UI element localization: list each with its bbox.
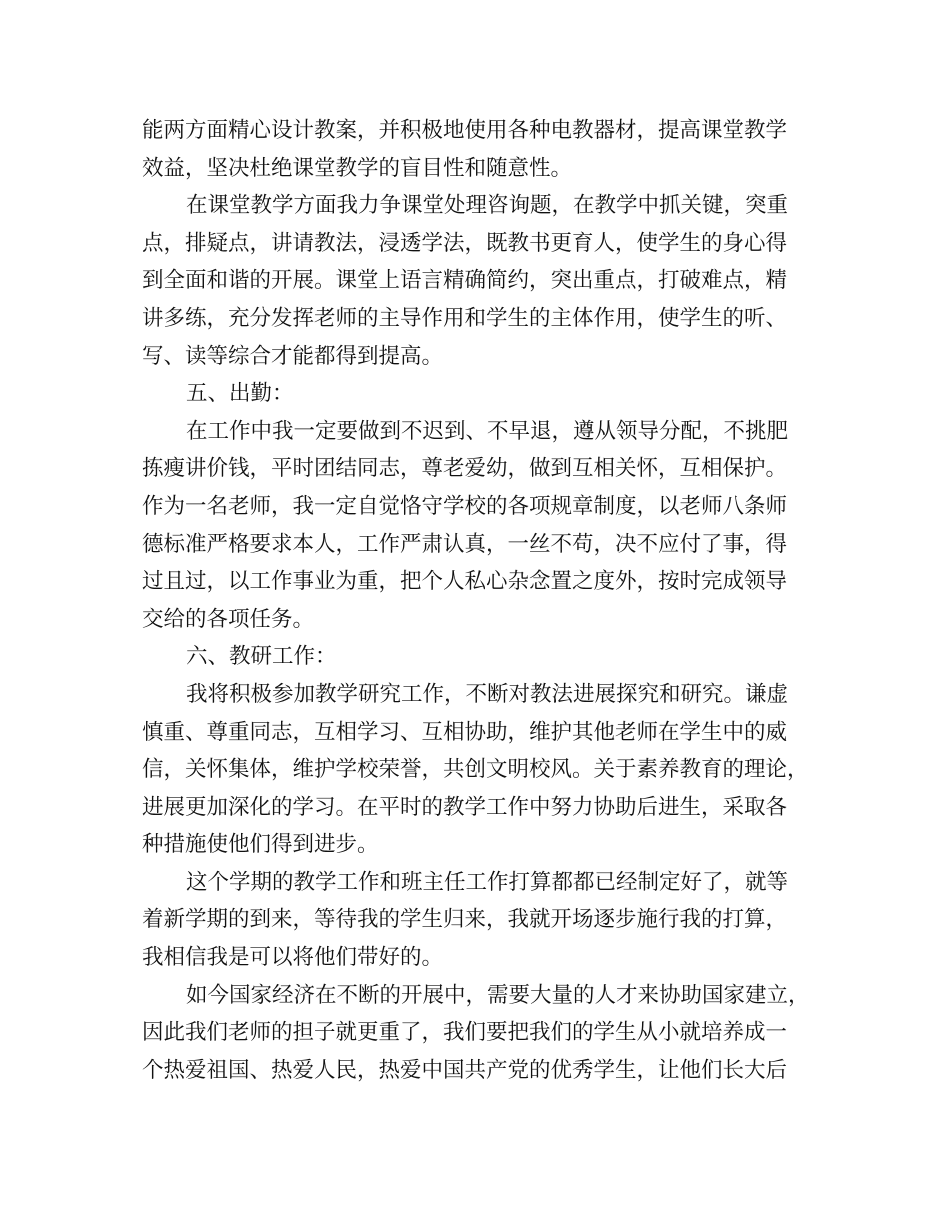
- text-line: 进展更加深化的学习。在平时的教学工作中努力协助后进生，采取各: [142, 794, 788, 820]
- text-line: 讲多练，充分发挥老师的主导作用和学生的主体作用，使学生的听、: [142, 305, 788, 331]
- document-body: [142, 112, 832, 1089]
- text-line: 如今国家经济在不断的开展中，需要大量的人才来协助国家建立，: [186, 982, 810, 1008]
- text-line: 作为一名老师，我一定自觉恪守学校的各项规章制度，以老师八条师: [142, 493, 788, 519]
- text-line: 六、教研工作：: [186, 644, 337, 670]
- text-line: 交给的各项任务。: [142, 606, 315, 632]
- text-line: 着新学期的到来，等待我的学生归来，我就开场逐步施行我的打算，: [142, 907, 788, 933]
- text-line: 种措施使他们得到进步。: [142, 832, 379, 858]
- text-line: 五、出勤：: [186, 381, 294, 407]
- text-line: 拣瘦讲价钱，平时团结同志，尊老爱幼，做到互相关怀，互相保护。: [142, 456, 788, 482]
- text-line: 到全面和谐的开展。课堂上语言精确简约，突出重点，打破难点，精: [142, 268, 788, 294]
- text-line: 效益，坚决杜绝课堂教学的盲目性和随意性。: [142, 155, 573, 181]
- text-line: 点，排疑点，讲请教法，浸透学法，既教书更育人，使学生的身心得: [142, 230, 788, 256]
- text-line: 在工作中我一定要做到不迟到、不早退，遵从领导分配，不挑肥: [186, 418, 789, 444]
- text-line: 德标准严格要求本人，工作严肃认真，一丝不苟，决不应付了事，得: [142, 531, 788, 557]
- text-line: 信，关怀集体，维护学校荣誉，共创文明校风。关于素养教育的理论，: [142, 757, 809, 783]
- text-line: 因此我们老师的担子就更重了，我们要把我们的学生从小就培养成一: [142, 1020, 788, 1046]
- text-line: 写、读等综合才能都得到提高。: [142, 343, 444, 369]
- text-line: 我相信我是可以将他们带好的。: [142, 945, 444, 971]
- text-line: 我将积极参加教学研究工作，不断对教法进展探究和研究。谦虚: [186, 681, 789, 707]
- text-line: 个热爱祖国、热爱人民，热爱中国共产党的优秀学生，让他们长大后: [142, 1057, 788, 1083]
- text-line: 这个学期的教学工作和班主任工作打算都都已经制定好了，就等: [186, 869, 789, 895]
- text-line: 过且过，以工作事业为重，把个人私心杂念置之度外，按时完成领导: [142, 569, 788, 595]
- text-line: 能两方面精心设计教案，并积极地使用各种电教器材，提高课堂教学: [142, 118, 788, 143]
- text-line: 在课堂教学方面我力争课堂处理咨询题，在教学中抓关键，突重: [186, 193, 789, 219]
- text-line: 慎重、尊重同志，互相学习、互相协助，维护其他老师在学生中的威: [142, 719, 788, 745]
